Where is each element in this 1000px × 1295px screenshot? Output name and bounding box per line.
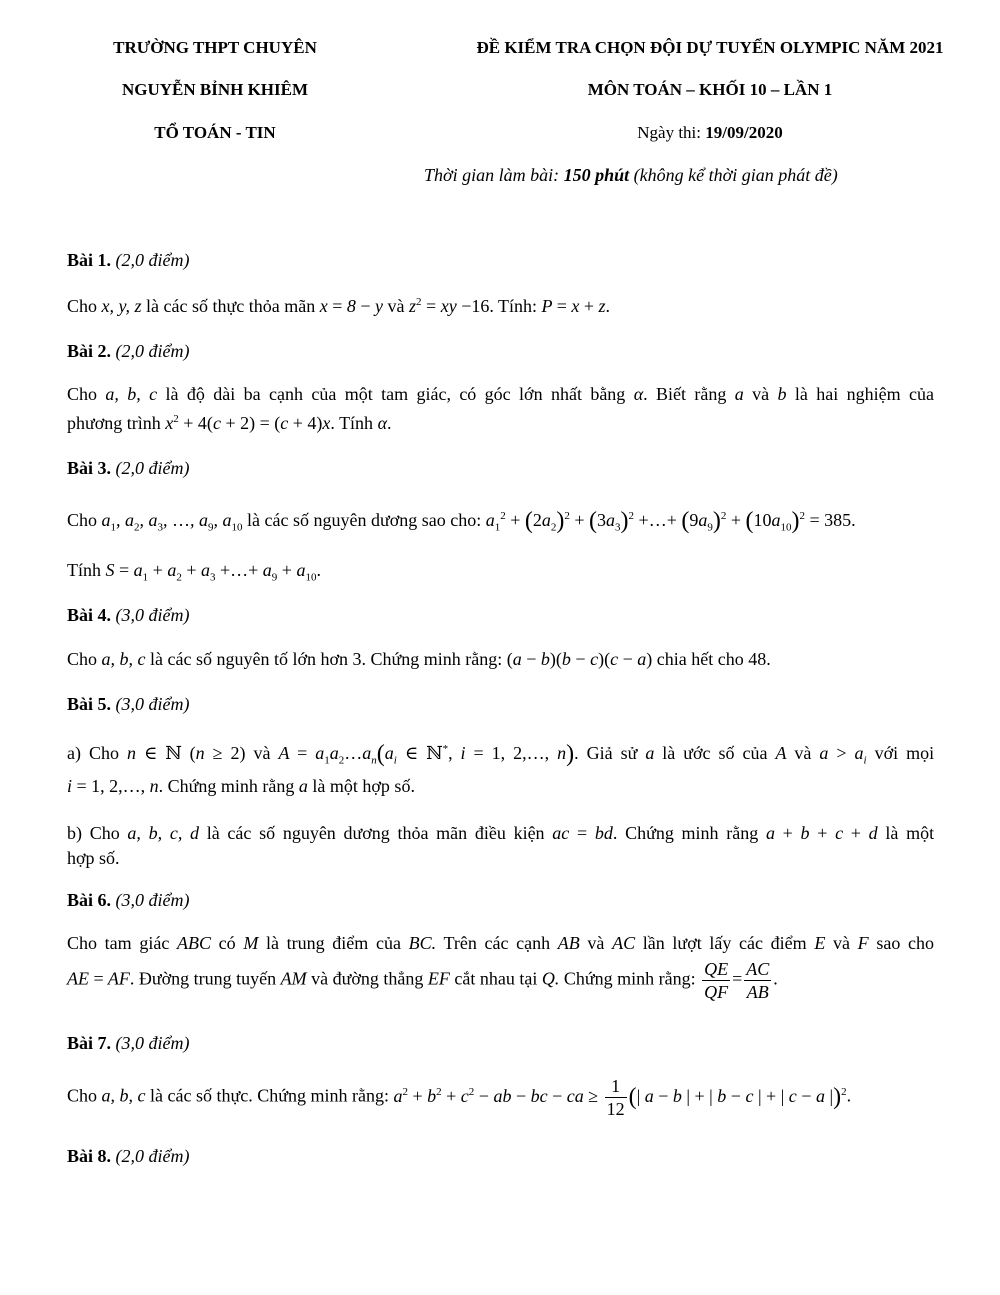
problem-5a-text-line1: [67, 741, 934, 768]
text: là một: [877, 823, 935, 843]
problem-7-title: [67, 1033, 190, 1054]
exam-time: [424, 165, 838, 186]
problem-3-title: [67, 458, 190, 479]
text: . Biết rằng: [643, 384, 735, 404]
text: AM: [280, 968, 307, 989]
problem-8-points: (2,0 điểm): [111, 1146, 190, 1166]
problem-6-label: Bài 6.: [67, 890, 112, 910]
text: AC: [612, 933, 636, 953]
text: . Tính: [330, 413, 378, 433]
exam-subject: MÔN TOÁN – KHỐI 10 – LẦN 1: [587, 80, 833, 99]
text: F: [857, 933, 869, 953]
school-name-line1: TRƯỜNG THPT CHUYÊN: [113, 38, 317, 57]
problem-2-points: (2,0 điểm): [111, 341, 190, 361]
text: Cho: [67, 384, 106, 404]
text: Tính: [67, 560, 106, 580]
text: Q.: [541, 968, 560, 989]
text: .: [387, 413, 392, 433]
problem-1-label: Bài 1.: [67, 250, 112, 270]
problem-6-text-line2: [67, 958, 778, 1003]
text: Cho: [67, 649, 102, 669]
formula: x = 8 − y: [319, 296, 384, 316]
text: AB: [557, 933, 580, 953]
formula: i = 1, 2,…, n: [67, 776, 159, 796]
text: là hai nghiệm của: [786, 384, 934, 404]
problem-8-title: [67, 1146, 190, 1167]
formula: AE = AF: [67, 968, 130, 989]
problem-1-text: [67, 296, 610, 317]
text: là các số nguyên dương thỏa mãn điều kiện: [199, 823, 553, 843]
text: EF: [427, 968, 450, 989]
text: Cho: [67, 296, 102, 316]
problem-6-text-line1: [67, 933, 934, 954]
text: Trên các cạnh: [436, 933, 558, 953]
problem-5b-text-line1: [67, 823, 934, 844]
formula: $a_1$, $a_2$, $a_3$, …, $a_9$, $a_{10}$: [101, 510, 243, 534]
text: là một hợp số.: [307, 776, 415, 796]
problem-8-label: Bài 8.: [67, 1146, 112, 1166]
text: có: [210, 933, 244, 953]
text: x, y, z: [101, 296, 142, 316]
text: và: [743, 384, 778, 404]
formula: a + b + c + d: [765, 823, 878, 843]
text: là các số nguyên tố lớn hơn 3. Chứng minh rằng:: [145, 649, 507, 669]
text: A: [775, 743, 787, 763]
text: và: [786, 743, 820, 763]
formula: α: [377, 413, 388, 433]
problem-4-label: Bài 4.: [67, 605, 112, 625]
problem-2-text-line1: [67, 384, 934, 405]
text: .: [846, 1085, 852, 1106]
problem-7-text: [67, 1075, 851, 1120]
date-label: Ngày thi:: [637, 123, 706, 142]
problem-1-points: (2,0 điểm): [111, 250, 190, 270]
problem-3-points: (2,0 điểm): [111, 458, 190, 478]
text: .: [316, 560, 321, 580]
text: Cho: [67, 510, 102, 530]
text: . Tính:: [489, 296, 542, 316]
formula: $A = a_1a_2\dots a_n(a_i$ ∈ ℕ*, i = 1, 2,…, n): [278, 741, 575, 767]
text: a) Cho: [67, 743, 127, 763]
text: sao cho: [868, 933, 934, 953]
problem-6-title: [67, 890, 190, 911]
exam-date: [380, 123, 1000, 143]
time-value: 150 phút: [563, 165, 630, 185]
date-value: 19/09/2020: [705, 123, 783, 142]
text: cắt nhau tại: [449, 968, 542, 989]
problem-1-title: [67, 250, 190, 271]
formula: (| a − b | + | b − c | + | c − a |)$^2$: [628, 1083, 847, 1110]
text: Chứng minh rằng:: [559, 968, 701, 989]
text: là ước số của: [654, 743, 776, 763]
text: và: [579, 933, 613, 953]
time-label: Thời gian làm bài:: [424, 165, 564, 185]
problem-2-title: [67, 341, 190, 362]
problem-5-points: (3,0 điểm): [111, 694, 190, 714]
text: và: [245, 743, 279, 763]
text: b) Cho: [67, 823, 128, 843]
text: lần lượt lấy các điểm: [635, 933, 815, 953]
text: và: [387, 296, 410, 316]
text: b: [777, 384, 787, 404]
formula: $x^2 + 4(c + 2) = (c + 4)x$: [165, 413, 331, 433]
problem-4-title: [67, 605, 190, 626]
text: và: [825, 933, 858, 953]
problem-7-label: Bài 7.: [67, 1033, 112, 1053]
text: . Giả sử: [574, 743, 646, 763]
problem-5-title: [67, 694, 190, 715]
fraction-1-12: $\frac{1}{12}$: [606, 1076, 625, 1119]
text: .: [773, 968, 778, 989]
text: ABC: [176, 933, 211, 953]
text: là các số nguyên dương sao cho:: [247, 510, 486, 530]
text: a: [298, 776, 308, 796]
department-name: TỔ TOÁN - TIN: [154, 123, 276, 142]
time-note: (không kể thời gian phát đề): [629, 165, 838, 185]
text: . Đường trung tuyến: [129, 968, 281, 989]
school-name-line2: NGUYỄN BỈNH KHIÊM: [121, 80, 309, 99]
text: là các số thực. Chứng minh rằng:: [145, 1085, 394, 1106]
text: a: [645, 743, 655, 763]
text: phương trình: [67, 413, 166, 433]
text: M: [243, 933, 259, 953]
text: . Chứng minh rằng: [158, 776, 299, 796]
text: E: [814, 933, 826, 953]
formula: n ∈ ℕ (n ≥ 2): [126, 743, 246, 763]
problem-3-text-line2: [67, 560, 321, 584]
text: là các số thực thỏa mãn: [141, 296, 320, 316]
formula: α: [633, 384, 644, 404]
fraction-qe-qf: $\frac{QE}{QF}$: [704, 959, 729, 1002]
formula: P = x + z: [541, 296, 606, 316]
text: a: [734, 384, 744, 404]
problem-7-points: (3,0 điểm): [111, 1033, 190, 1053]
formula: ac = bd: [552, 823, 613, 843]
problem-2-label: Bài 2.: [67, 341, 112, 361]
problem-4-points: (3,0 điểm): [111, 605, 190, 625]
problem-6-points: (3,0 điểm): [111, 890, 190, 910]
text: .: [605, 296, 611, 316]
problem-3-text-line1: [67, 508, 856, 535]
problem-5a-text-line2: [67, 776, 415, 797]
text: Cho tam giác: [67, 933, 177, 953]
text: a, b, c: [101, 649, 146, 669]
text: với mọi: [866, 743, 935, 763]
formula: $z^2$ = xy −16: [409, 296, 490, 316]
formula: $a^2 + b^2 + c^2$ − ab − bc − ca ≥: [393, 1085, 599, 1106]
exam-title: ĐỀ KIỂM TRA CHỌN ĐỘI DỰ TUYỂN OLYMPIC NĂM 2021: [476, 38, 944, 57]
text: BC.: [408, 933, 437, 953]
formula: $S = a_1 + a_2 + a_3$ +…+ $a_9 + a_{10}$: [105, 560, 317, 584]
problem-3-label: Bài 3.: [67, 458, 112, 478]
formula: =: [732, 968, 743, 989]
text: và đường thẳng: [306, 968, 428, 989]
problem-5-label: Bài 5.: [67, 694, 112, 714]
text: chia hết cho 48.: [652, 649, 771, 669]
formula: (a − b)(b − c)(c − a): [506, 649, 653, 669]
text: a, b, c: [101, 1085, 146, 1106]
formula: $a_1^2 + (2a_2)^2 + (3a_3)^2$ +…+ $(9a_9)^2 + (10a_{10})^2 = 385$: [485, 508, 852, 534]
text: .: [851, 510, 856, 530]
formula: $a > a_i$: [819, 743, 867, 767]
text: a, b, c: [105, 384, 158, 404]
problem-2-text-line2: [67, 413, 392, 434]
text: là độ dài ba cạnh của một tam giác, có góc lớn nhất bằng: [157, 384, 634, 404]
text: là trung điểm của: [258, 933, 409, 953]
text: . Chứng minh rằng: [612, 823, 766, 843]
text: Cho: [67, 1085, 102, 1106]
text: hợp số.: [67, 848, 120, 868]
problem-4-text: [67, 649, 771, 670]
problem-5b-text-line2: [67, 848, 120, 869]
text: a, b, c, d: [127, 823, 200, 843]
fraction-ac-ab: $\frac{AC}{AB}$: [746, 959, 770, 1002]
